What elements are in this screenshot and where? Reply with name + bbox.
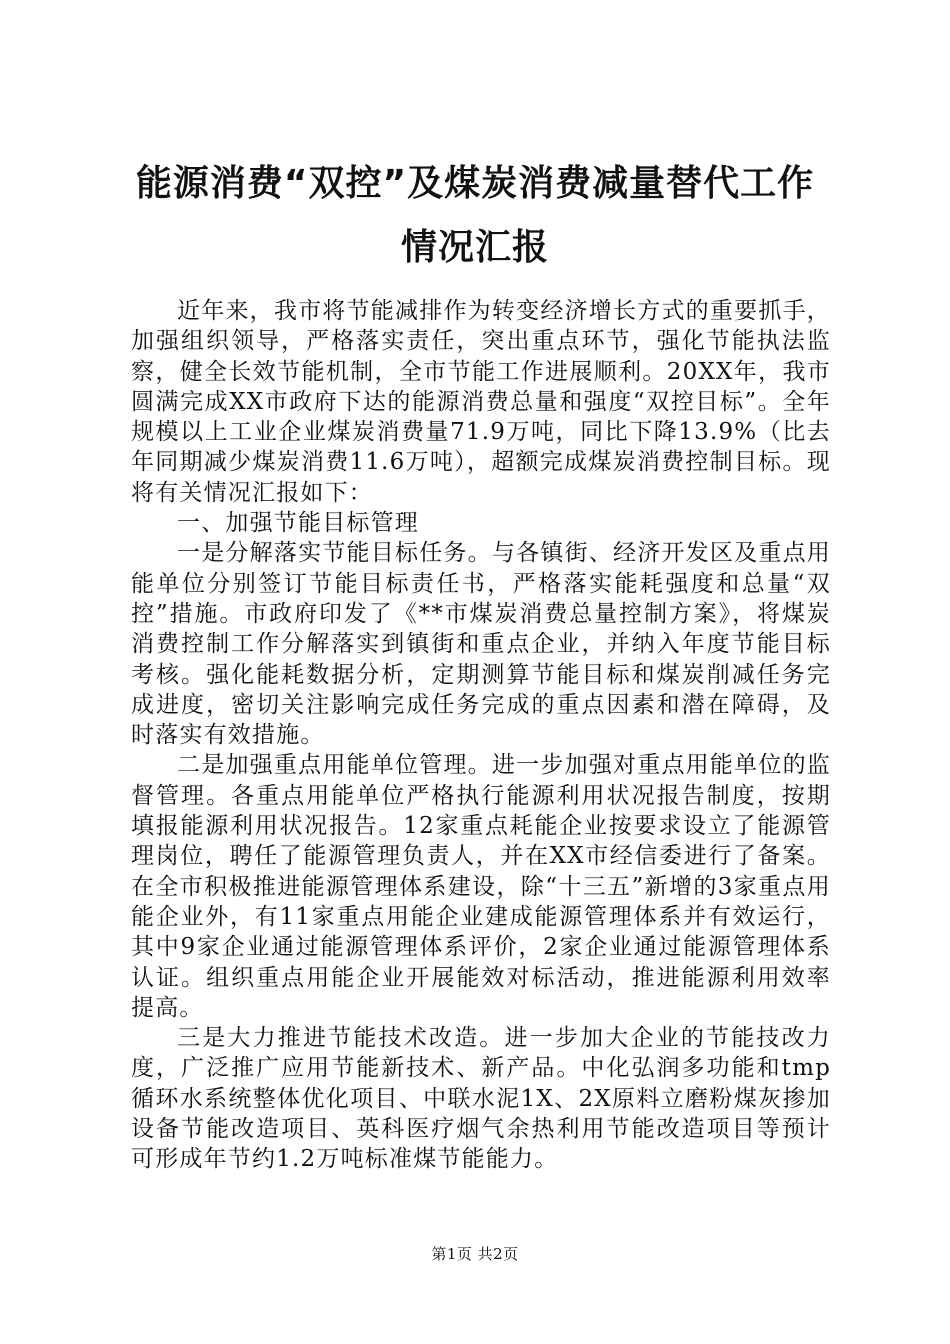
- paragraph-intro: 近年来，我市将节能减排作为转变经济增长方式的重要抓手，加强组织领导，严格落实责任，突出重点环节，强化节能执法监察，健全长效节能机制，全市节能工作进展顺利。20XX年，我市圆满完成XX市政府下达的能源消费总量和强度“双控目标”。全年规模以上工业企业煤炭消费量71.9万吨，同比下降13.9%（比去年同期减少煤炭消费11.6万吨），超额完成煤炭消费控制目标。现将有关情况汇报如下：: [131, 298, 831, 506]
- document-body: [131, 296, 831, 1175]
- section-heading: 一、加强节能目标管理: [177, 510, 419, 537]
- paragraph-item-1: 一是分解落实节能目标任务。与各镇街、经济开发区及重点用能单位分别签订节能目标责任书，严格落实能耗强度和总量“双控”措施。市政府印发了《**市煤炭消费总量控制方案》，将煤炭消费控制工作分解落实到镇街和重点企业，并纳入年度节能目标考核。强化能耗数据分析，定期测算节能目标和煤炭削减任务完成进度，密切关注影响完成任务完成的重点因素和潜在障碍，及时落实有效措施。: [131, 540, 831, 749]
- document-title: 能源消费“双控”及煤炭消费减量替代工作情况汇报: [135, 163, 815, 268]
- page-number-footer: 第1页 共2页: [431, 1245, 519, 1263]
- paragraph-item-2: 二是加强重点用能单位管理。进一步加强对重点用能单位的监督管理。各重点用能单位严格执行能源利用状况报告制度，按期填报能源利用状况报告。12家重点耗能企业按要求设立了能源管理岗位，聘任了能源管理负责人，并在XX市经信委进行了备案。在全市积极推进能源管理体系建设，除“十三五”新增的3家重点用能企业外，有11家重点用能企业建成能源管理体系并有效运行，其中9家企业通过能源管理体系评价，2家企业通过能源管理体系认证。组织重点用能企业开展能效对标活动，推进能源利用效率提高。: [131, 752, 831, 1021]
- paragraph-item-3: 三是大力推进节能技术改造。进一步加大企业的节能技改力度，广泛推广应用节能新技术、新产品。中化弘润多功能和tmp循环水系统整体优化项目、中联水泥1X、2X原料立磨粉煤灰掺加设备节能改造项目、英科医疗烟气余热利用节能改造项目等预计可形成年节约1.2万吨标准煤节能能力。: [131, 1025, 831, 1173]
